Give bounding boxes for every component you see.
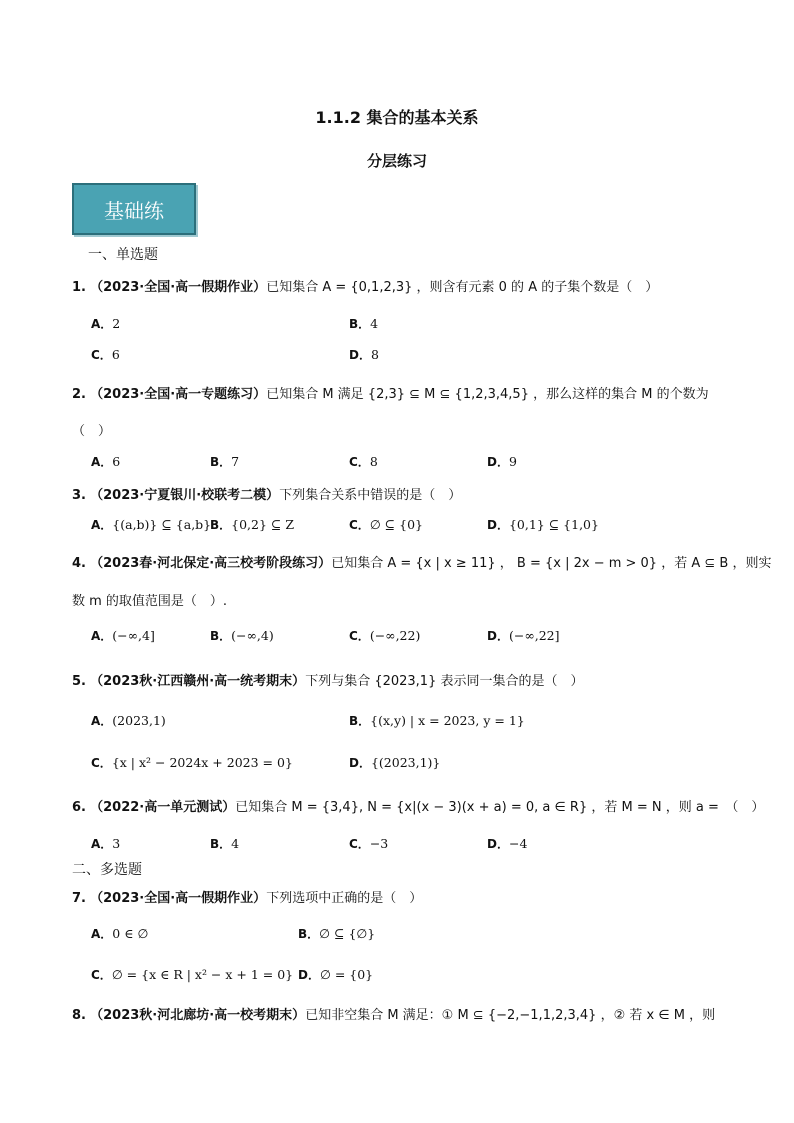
question-number: 6.	[72, 800, 86, 815]
option-c: C．8	[349, 454, 378, 469]
question-source: （2023·全国·高一假期作业）	[90, 280, 267, 295]
question-source: （2023·全国·高一专题练习）	[90, 387, 267, 402]
section-heading-single-choice: 一、单选题	[88, 247, 158, 263]
question-number: 3.	[72, 488, 86, 503]
option-b: B．(−∞,4)	[210, 628, 274, 643]
page-subtitle: 分层练习	[366, 152, 427, 170]
option-d: D．{(2023,1)}	[349, 755, 441, 770]
question-7	[72, 887, 422, 906]
option-a: A．(−∞,4]	[91, 628, 155, 643]
option-c: C．∅ = {x ∈ R | x² − x + 1 = 0}	[91, 967, 294, 982]
question-4	[72, 552, 771, 571]
question-source: （2023·全国·高一假期作业）	[90, 891, 267, 906]
option-b: B．{(x,y) | x = 2023, y = 1}	[349, 713, 525, 728]
option-c: C．(−∞,22)	[349, 628, 421, 643]
question-number: 5.	[72, 674, 86, 689]
question-3	[72, 484, 461, 503]
question-text: 已知非空集合 M 满足：① M ⊆ {−2,−1,1,2,3,4} ，② 若 x ∈ M ，则	[305, 1008, 716, 1023]
option-b: B．7	[210, 454, 240, 469]
option-a: A．0 ∈ ∅	[91, 926, 149, 941]
option-c: C．−3	[349, 836, 389, 851]
question-number: 2.	[72, 387, 86, 402]
option-b: B．4	[210, 836, 240, 851]
question-number: 4.	[72, 556, 86, 571]
question-text: 下列选项中正确的是（ ）	[266, 891, 423, 906]
option-c: C．∅ ⊆ {0}	[349, 517, 423, 532]
option-c: C．6	[91, 347, 120, 362]
question-text: 已知集合 M = {3,4}, N = {x|(x − 3)(x + a) = 0, a ∈ R} ，若 M = N ，则 a = （ ）	[235, 800, 765, 815]
option-b: B．∅ ⊆ {∅}	[298, 926, 376, 941]
question-4-continuation: 数 m 的取值范围是（ ）.	[72, 594, 228, 609]
question-number: 1.	[72, 280, 86, 295]
option-d: D．∅ = {0}	[298, 967, 374, 982]
option-d: D．−4	[487, 836, 528, 851]
question-text: 下列集合关系中错误的是（ ）	[279, 488, 462, 503]
option-a: A．(2023,1)	[91, 713, 166, 728]
question-source: （2023秋·江西赣州·高一统考期末）	[90, 674, 306, 689]
question-text: 已知集合 A = {0,1,2,3} ，则含有元素 0 的 A 的子集个数是（ ）	[266, 280, 659, 295]
question-source: （2022·高一单元测试）	[90, 800, 236, 815]
option-a: A．3	[91, 836, 121, 851]
section-heading-multiple-choice: 二、多选题	[72, 862, 142, 878]
question-text: 下列与集合 {2023,1} 表示同一集合的是（ ）	[305, 674, 584, 689]
question-number: 7.	[72, 891, 86, 906]
option-b: B．{0,2} ⊆ Z	[210, 517, 295, 532]
option-d: D．(−∞,22]	[487, 628, 560, 643]
option-a: A．{(a,b)} ⊆ {a,b}	[91, 517, 212, 532]
question-text: 已知集合 M 满足 {2,3} ⊆ M ⊆ {1,2,3,4,5} ，那么这样的集合 M 的个数为	[266, 387, 709, 402]
question-text: 已知集合 A = {x | x ≥ 11} ， B = {x | 2x − m > 0} ，若 A ⊆ B ，则实	[331, 556, 772, 571]
question-source: （2023·宁夏银川·校联考二模）	[90, 488, 280, 503]
question-2-continuation: （ ）	[72, 424, 112, 439]
option-d: D．8	[349, 347, 379, 362]
question-2	[72, 383, 709, 402]
option-a: A．2	[91, 316, 121, 331]
question-6	[72, 796, 764, 815]
question-1	[72, 276, 658, 295]
page-title: 1.1.2 集合的基本关系	[315, 108, 479, 127]
option-d: D．9	[487, 454, 517, 469]
question-source: （2023秋·河北廊坊·高一校考期末）	[90, 1008, 306, 1023]
option-d: D．{0,1} ⊆ {1,0}	[487, 517, 599, 532]
option-b: B．4	[349, 316, 379, 331]
question-5	[72, 670, 583, 689]
question-number: 8.	[72, 1008, 86, 1023]
question-8	[72, 1004, 715, 1023]
option-a: A．6	[91, 454, 121, 469]
level-badge: 基础练	[72, 183, 196, 235]
question-source: （2023春·河北保定·高三校考阶段练习）	[90, 556, 332, 571]
option-c: C．{x | x² − 2024x + 2023 = 0}	[91, 755, 293, 770]
